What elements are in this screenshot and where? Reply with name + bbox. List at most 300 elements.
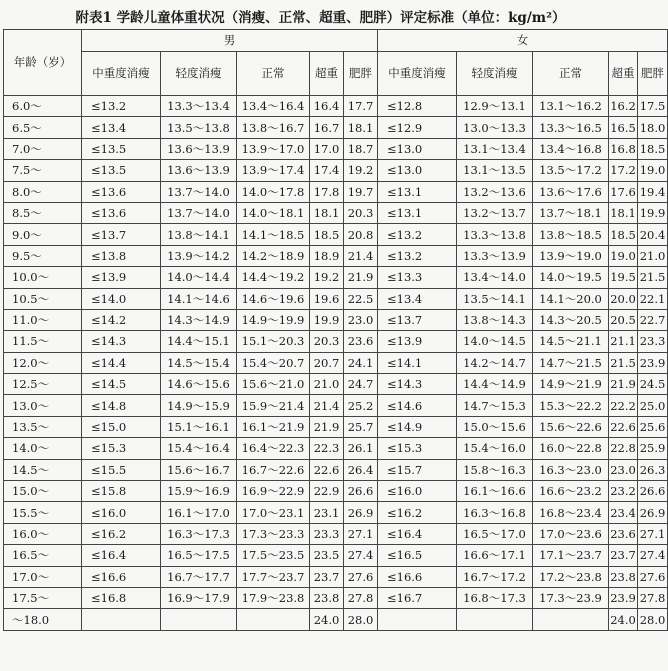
male-severe-cell: ≤14.0 (82, 288, 161, 309)
male-obese-cell: 20.3 (344, 202, 378, 223)
male-over-cell: 17.4 (310, 160, 344, 181)
table-row (4, 545, 668, 566)
female-obese-cell: 26.6 (638, 481, 668, 502)
male-obese-cell: 19.7 (344, 181, 378, 202)
male-severe-cell: ≤15.5 (82, 459, 161, 480)
male-mild-cell: 14.5～15.4 (161, 352, 237, 373)
male-severe-cell: ≤15.0 (82, 416, 161, 437)
male-severe-cell: ≤14.8 (82, 395, 161, 416)
male-mild-cell: 14.1～14.6 (161, 288, 237, 309)
age-cell: 12.5～ (4, 374, 82, 395)
female-over-cell: 21.1 (609, 331, 638, 352)
female-over-cell: 19.5 (609, 267, 638, 288)
male-severe-cell: ≤13.2 (82, 96, 161, 117)
age-cell: 13.0～ (4, 395, 82, 416)
age-cell: 16.5～ (4, 545, 82, 566)
male-severe-cell: ≤14.2 (82, 309, 161, 330)
male-obese-cell: 24.1 (344, 352, 378, 373)
female-over-cell: 16.8 (609, 138, 638, 159)
female-over-cell: 23.0 (609, 459, 638, 480)
male-over-cell: 21.4 (310, 395, 344, 416)
female-over-cell: 23.7 (609, 545, 638, 566)
female-severe-cell: ≤13.0 (378, 138, 457, 159)
female-obese-cell: 19.0 (638, 160, 668, 181)
female-normal-cell: 14.1～20.0 (533, 288, 609, 309)
male-severe-cell: ≤16.4 (82, 545, 161, 566)
female-normal-cell: 17.1～23.7 (533, 545, 609, 566)
age-cell: 8.0～ (4, 181, 82, 202)
female-obese-cell: 27.8 (638, 587, 668, 608)
female-severe-cell (378, 609, 457, 630)
female-obese-cell: 25.6 (638, 416, 668, 437)
female-mild-cell: 13.3～13.8 (457, 224, 533, 245)
male-normal-cell: 13.4～16.4 (237, 96, 310, 117)
female-obese-cell: 18.0 (638, 117, 668, 138)
female-mild-cell: 14.0～14.5 (457, 331, 533, 352)
male-over-cell: 22.6 (310, 459, 344, 480)
female-severe-cell: ≤13.4 (378, 288, 457, 309)
age-cell: ～18.0 (4, 609, 82, 630)
male-severe-cell: ≤16.2 (82, 523, 161, 544)
female-normal-cell: 14.9～21.9 (533, 374, 609, 395)
male-mild-cell: 16.9～17.9 (161, 587, 237, 608)
male-obese-cell: 28.0 (344, 609, 378, 630)
male-over-cell: 18.5 (310, 224, 344, 245)
male-mild-cell: 13.5～13.8 (161, 117, 237, 138)
female-obese-cell: 27.4 (638, 545, 668, 566)
female-severe-cell: ≤13.9 (378, 331, 457, 352)
male-severe-cell: ≤16.8 (82, 587, 161, 608)
female-over-cell: 23.9 (609, 587, 638, 608)
male-mild-cell: 13.6～13.9 (161, 138, 237, 159)
male-severe-cell: ≤15.3 (82, 438, 161, 459)
male-normal-cell: 13.9～17.0 (237, 138, 310, 159)
female-mild-cell: 13.2～13.6 (457, 181, 533, 202)
female-severe-cell: ≤14.1 (378, 352, 457, 373)
male-obese-cell: 26.1 (344, 438, 378, 459)
male-mild-cell: 15.1～16.1 (161, 416, 237, 437)
male-obese-cell: 27.8 (344, 587, 378, 608)
female-severe-cell: ≤12.8 (378, 96, 457, 117)
age-cell: 7.5～ (4, 160, 82, 181)
female-severe-cell: ≤13.1 (378, 202, 457, 223)
male-obese-cell: 24.7 (344, 374, 378, 395)
table-row (4, 160, 668, 181)
female-obese-cell: 23.3 (638, 331, 668, 352)
table-row (4, 502, 668, 523)
age-header: 年龄（岁） (4, 30, 82, 96)
male-severe-cell: ≤13.5 (82, 160, 161, 181)
male-normal-cell: 17.3～23.3 (237, 523, 310, 544)
female-over-cell: 16.5 (609, 117, 638, 138)
female-mild-cell: 15.0～15.6 (457, 416, 533, 437)
male-severe-cell: ≤13.5 (82, 138, 161, 159)
age-cell: 10.5～ (4, 288, 82, 309)
female-normal-cell: 17.3～23.9 (533, 587, 609, 608)
female-severe-cell: ≤16.6 (378, 566, 457, 587)
male-severe-cell: ≤14.3 (82, 331, 161, 352)
male-over-cell: 19.6 (310, 288, 344, 309)
age-cell: 11.0～ (4, 309, 82, 330)
female-over-cell: 24.0 (609, 609, 638, 630)
male-severe-cell: ≤13.7 (82, 224, 161, 245)
male-over-cell: 24.0 (310, 609, 344, 630)
male-severe-cell: ≤16.6 (82, 566, 161, 587)
female-obese-cell: 21.0 (638, 245, 668, 266)
age-cell: 12.0～ (4, 352, 82, 373)
female-mild-cell: 13.8～14.3 (457, 309, 533, 330)
male-over-cell: 17.0 (310, 138, 344, 159)
female-severe-cell: ≤13.2 (378, 224, 457, 245)
female-obese-cell: 28.0 (638, 609, 668, 630)
table-row (4, 374, 668, 395)
female-normal-cell: 16.0～22.8 (533, 438, 609, 459)
male-obese-cell: 25.7 (344, 416, 378, 437)
female-obese-cell: 27.1 (638, 523, 668, 544)
female-severe-cell: ≤13.3 (378, 267, 457, 288)
female-obese-cell: 26.9 (638, 502, 668, 523)
female-normal-cell: 13.5～17.2 (533, 160, 609, 181)
male-over-cell: 23.3 (310, 523, 344, 544)
female-mild-cell: 16.1～16.6 (457, 481, 533, 502)
male-normal-cell: 16.1～21.9 (237, 416, 310, 437)
female-obese-cell: 21.5 (638, 267, 668, 288)
male-obese-cell: 21.4 (344, 245, 378, 266)
table-row (4, 309, 668, 330)
male-severe-cell: ≤13.9 (82, 267, 161, 288)
female-normal-cell: 13.8～18.5 (533, 224, 609, 245)
male-mild-cell: 16.5～17.5 (161, 545, 237, 566)
female-over-cell: 19.0 (609, 245, 638, 266)
female-mild-cell: 15.4～16.0 (457, 438, 533, 459)
male-normal-cell: 17.5～23.5 (237, 545, 310, 566)
female-obese-cell: 25.9 (638, 438, 668, 459)
male-over-cell: 18.1 (310, 202, 344, 223)
male-over-header: 超重 (310, 52, 344, 96)
female-mild-header: 轻度消瘦 (457, 52, 533, 96)
female-mild-cell: 13.1～13.5 (457, 160, 533, 181)
female-severe-cell: ≤16.4 (378, 523, 457, 544)
male-obese-cell: 27.6 (344, 566, 378, 587)
male-normal-cell: 14.2～18.9 (237, 245, 310, 266)
female-severe-cell: ≤15.3 (378, 438, 457, 459)
female-severe-cell: ≤15.7 (378, 459, 457, 480)
bmi-standard-table (3, 29, 668, 631)
male-mild-cell: 13.6～13.9 (161, 160, 237, 181)
age-cell: 6.0～ (4, 96, 82, 117)
female-obese-header: 肥胖 (638, 52, 668, 96)
male-normal-cell: 15.1～20.3 (237, 331, 310, 352)
male-obese-header: 肥胖 (344, 52, 378, 96)
table-row (4, 117, 668, 138)
male-normal-cell: 17.0～23.1 (237, 502, 310, 523)
male-obese-cell: 18.1 (344, 117, 378, 138)
female-mild-cell: 13.0～13.3 (457, 117, 533, 138)
male-over-cell: 22.3 (310, 438, 344, 459)
male-severe-cell: ≤13.4 (82, 117, 161, 138)
female-mild-cell (457, 609, 533, 630)
female-severe-cell: ≤13.7 (378, 309, 457, 330)
male-normal-cell: 14.9～19.9 (237, 309, 310, 330)
male-severe-cell: ≤13.8 (82, 245, 161, 266)
female-mild-cell: 14.2～14.7 (457, 352, 533, 373)
female-over-cell: 22.2 (609, 395, 638, 416)
female-obese-cell: 25.0 (638, 395, 668, 416)
age-cell: 10.0～ (4, 267, 82, 288)
female-mild-cell: 14.4～14.9 (457, 374, 533, 395)
male-over-cell: 19.2 (310, 267, 344, 288)
female-mild-cell: 13.1～13.4 (457, 138, 533, 159)
male-obese-cell: 27.1 (344, 523, 378, 544)
male-obese-cell: 26.4 (344, 459, 378, 480)
female-obese-cell: 22.7 (638, 309, 668, 330)
male-mild-cell: 16.7～17.7 (161, 566, 237, 587)
male-obese-cell: 21.9 (344, 267, 378, 288)
female-normal-cell: 16.3～23.0 (533, 459, 609, 480)
female-mild-cell: 16.7～17.2 (457, 566, 533, 587)
male-over-cell: 23.8 (310, 587, 344, 608)
female-severe-cell: ≤13.1 (378, 181, 457, 202)
female-normal-cell: 17.2～23.8 (533, 566, 609, 587)
male-severe-cell: ≤16.0 (82, 502, 161, 523)
female-normal-cell: 13.9～19.0 (533, 245, 609, 266)
male-normal-cell: 14.4～19.2 (237, 267, 310, 288)
male-obese-cell: 23.0 (344, 309, 378, 330)
male-obese-cell: 20.8 (344, 224, 378, 245)
female-mild-cell: 13.3～13.9 (457, 245, 533, 266)
male-obese-cell: 25.2 (344, 395, 378, 416)
male-over-cell: 21.9 (310, 416, 344, 437)
male-mild-cell: 15.4～16.4 (161, 438, 237, 459)
table-row (4, 481, 668, 502)
female-obese-cell: 20.4 (638, 224, 668, 245)
female-normal-cell: 13.6～17.6 (533, 181, 609, 202)
male-mild-cell: 13.7～14.0 (161, 202, 237, 223)
male-normal-cell (237, 609, 310, 630)
female-severe-header: 中重度消瘦 (378, 52, 457, 96)
female-over-cell: 18.1 (609, 202, 638, 223)
male-over-cell: 20.3 (310, 331, 344, 352)
male-over-cell: 22.9 (310, 481, 344, 502)
male-normal-cell: 16.7～22.6 (237, 459, 310, 480)
age-cell: 14.0～ (4, 438, 82, 459)
female-normal-cell: 13.3～16.5 (533, 117, 609, 138)
table-title: 附表1 学龄儿童体重状况（消瘦、正常、超重、肥胖）评定标准（单位：kg/m²） (75, 10, 566, 26)
male-mild-cell: 14.4～15.1 (161, 331, 237, 352)
table-row (4, 587, 668, 608)
female-severe-cell: ≤14.3 (378, 374, 457, 395)
female-normal-cell: 14.3～20.5 (533, 309, 609, 330)
male-mild-header: 轻度消瘦 (161, 52, 237, 96)
table-row (4, 245, 668, 266)
male-normal-cell: 14.0～17.8 (237, 181, 310, 202)
female-normal-cell: 14.5～21.1 (533, 331, 609, 352)
male-normal-cell: 17.9～23.8 (237, 587, 310, 608)
age-cell: 6.5～ (4, 117, 82, 138)
age-cell: 8.5～ (4, 202, 82, 223)
male-severe-cell: ≤13.6 (82, 202, 161, 223)
table-row (4, 331, 668, 352)
male-over-cell: 23.7 (310, 566, 344, 587)
table-row (4, 566, 668, 587)
female-obese-cell: 24.5 (638, 374, 668, 395)
female-mild-cell: 16.6～17.1 (457, 545, 533, 566)
female-over-cell: 22.6 (609, 416, 638, 437)
male-obese-cell: 27.4 (344, 545, 378, 566)
female-obese-cell: 19.9 (638, 202, 668, 223)
male-normal-cell: 15.9～21.4 (237, 395, 310, 416)
female-over-cell: 23.8 (609, 566, 638, 587)
male-normal-cell: 13.9～17.4 (237, 160, 310, 181)
female-normal-cell: 16.6～23.2 (533, 481, 609, 502)
male-mild-cell: 14.6～15.6 (161, 374, 237, 395)
female-header: 女 (378, 30, 668, 52)
male-mild-cell: 16.1～17.0 (161, 502, 237, 523)
female-normal-cell: 13.1～16.2 (533, 96, 609, 117)
female-over-header: 超重 (609, 52, 638, 96)
age-cell: 11.5～ (4, 331, 82, 352)
male-mild-cell: 13.3～13.4 (161, 96, 237, 117)
male-over-cell: 20.7 (310, 352, 344, 373)
female-severe-cell: ≤13.2 (378, 245, 457, 266)
table-row (4, 438, 668, 459)
female-over-cell: 17.2 (609, 160, 638, 181)
female-severe-cell: ≤13.0 (378, 160, 457, 181)
female-mild-cell: 16.5～17.0 (457, 523, 533, 544)
female-normal-cell: 16.8～23.4 (533, 502, 609, 523)
male-normal-cell: 16.9～22.9 (237, 481, 310, 502)
male-severe-header: 中重度消瘦 (82, 52, 161, 96)
table-row (4, 459, 668, 480)
female-obese-cell: 23.9 (638, 352, 668, 373)
female-normal-cell: 13.4～16.8 (533, 138, 609, 159)
male-severe-cell (82, 609, 161, 630)
table-row (4, 395, 668, 416)
male-normal-cell: 14.0～18.1 (237, 202, 310, 223)
male-over-cell: 16.4 (310, 96, 344, 117)
age-cell: 9.5～ (4, 245, 82, 266)
female-normal-cell: 14.0～19.5 (533, 267, 609, 288)
age-cell: 13.5～ (4, 416, 82, 437)
female-normal-cell: 17.0～23.6 (533, 523, 609, 544)
female-over-cell: 23.6 (609, 523, 638, 544)
female-severe-cell: ≤14.6 (378, 395, 457, 416)
male-normal-cell: 14.1～18.5 (237, 224, 310, 245)
female-obese-cell: 26.3 (638, 459, 668, 480)
male-over-cell: 17.8 (310, 181, 344, 202)
female-normal-cell: 14.7～21.5 (533, 352, 609, 373)
age-cell: 17.5～ (4, 587, 82, 608)
age-cell: 17.0～ (4, 566, 82, 587)
table-row (4, 224, 668, 245)
female-severe-cell: ≤16.5 (378, 545, 457, 566)
table-row (4, 288, 668, 309)
female-mild-cell: 12.9～13.1 (457, 96, 533, 117)
table-row (4, 181, 668, 202)
male-over-cell: 21.0 (310, 374, 344, 395)
male-mild-cell: 13.7～14.0 (161, 181, 237, 202)
table-row (4, 96, 668, 117)
female-obese-cell: 17.5 (638, 96, 668, 117)
male-severe-cell: ≤13.6 (82, 181, 161, 202)
male-mild-cell: 14.9～15.9 (161, 395, 237, 416)
male-mild-cell (161, 609, 237, 630)
female-over-cell: 16.2 (609, 96, 638, 117)
table-row (4, 523, 668, 544)
female-mild-cell: 13.2～13.7 (457, 202, 533, 223)
female-mild-cell: 15.8～16.3 (457, 459, 533, 480)
female-normal-cell: 13.7～18.1 (533, 202, 609, 223)
male-obese-cell: 26.9 (344, 502, 378, 523)
male-mild-cell: 14.0～14.4 (161, 267, 237, 288)
female-over-cell: 21.5 (609, 352, 638, 373)
age-cell: 15.0～ (4, 481, 82, 502)
female-obese-cell: 22.1 (638, 288, 668, 309)
male-over-cell: 18.9 (310, 245, 344, 266)
female-mild-cell: 14.7～15.3 (457, 395, 533, 416)
female-over-cell: 18.5 (609, 224, 638, 245)
female-obese-cell: 19.4 (638, 181, 668, 202)
female-obese-cell: 18.5 (638, 138, 668, 159)
male-normal-cell: 14.6～19.6 (237, 288, 310, 309)
age-cell: 16.0～ (4, 523, 82, 544)
female-mild-cell: 16.3～16.8 (457, 502, 533, 523)
female-normal-cell: 15.3～22.2 (533, 395, 609, 416)
female-over-cell: 23.4 (609, 502, 638, 523)
male-severe-cell: ≤14.4 (82, 352, 161, 373)
table-body (4, 96, 668, 631)
male-over-cell: 19.9 (310, 309, 344, 330)
female-normal-cell: 15.6～22.6 (533, 416, 609, 437)
male-mild-cell: 13.9～14.2 (161, 245, 237, 266)
male-normal-cell: 15.6～21.0 (237, 374, 310, 395)
table-row (4, 609, 668, 630)
female-mild-cell: 13.4～14.0 (457, 267, 533, 288)
male-obese-cell: 17.7 (344, 96, 378, 117)
male-obese-cell: 18.7 (344, 138, 378, 159)
female-over-cell: 20.5 (609, 309, 638, 330)
male-obese-cell: 26.6 (344, 481, 378, 502)
female-severe-cell: ≤16.0 (378, 481, 457, 502)
table-row (4, 416, 668, 437)
age-cell: 14.5～ (4, 459, 82, 480)
female-over-cell: 21.9 (609, 374, 638, 395)
female-over-cell: 23.2 (609, 481, 638, 502)
male-mild-cell: 13.8～14.1 (161, 224, 237, 245)
male-normal-cell: 13.8～16.7 (237, 117, 310, 138)
table-row (4, 267, 668, 288)
male-mild-cell: 15.6～16.7 (161, 459, 237, 480)
female-mild-cell: 16.8～17.3 (457, 587, 533, 608)
age-cell: 15.5～ (4, 502, 82, 523)
female-severe-cell: ≤14.9 (378, 416, 457, 437)
female-mild-cell: 13.5～14.1 (457, 288, 533, 309)
male-normal-cell: 15.4～20.7 (237, 352, 310, 373)
female-severe-cell: ≤12.9 (378, 117, 457, 138)
male-obese-cell: 19.2 (344, 160, 378, 181)
male-mild-cell: 14.3～14.9 (161, 309, 237, 330)
female-over-cell: 17.6 (609, 181, 638, 202)
male-severe-cell: ≤14.5 (82, 374, 161, 395)
table-row (4, 352, 668, 373)
male-obese-cell: 22.5 (344, 288, 378, 309)
male-normal-cell: 16.4～22.3 (237, 438, 310, 459)
female-normal-cell (533, 609, 609, 630)
male-header: 男 (82, 30, 378, 52)
female-over-cell: 22.8 (609, 438, 638, 459)
male-over-cell: 16.7 (310, 117, 344, 138)
female-obese-cell: 27.6 (638, 566, 668, 587)
